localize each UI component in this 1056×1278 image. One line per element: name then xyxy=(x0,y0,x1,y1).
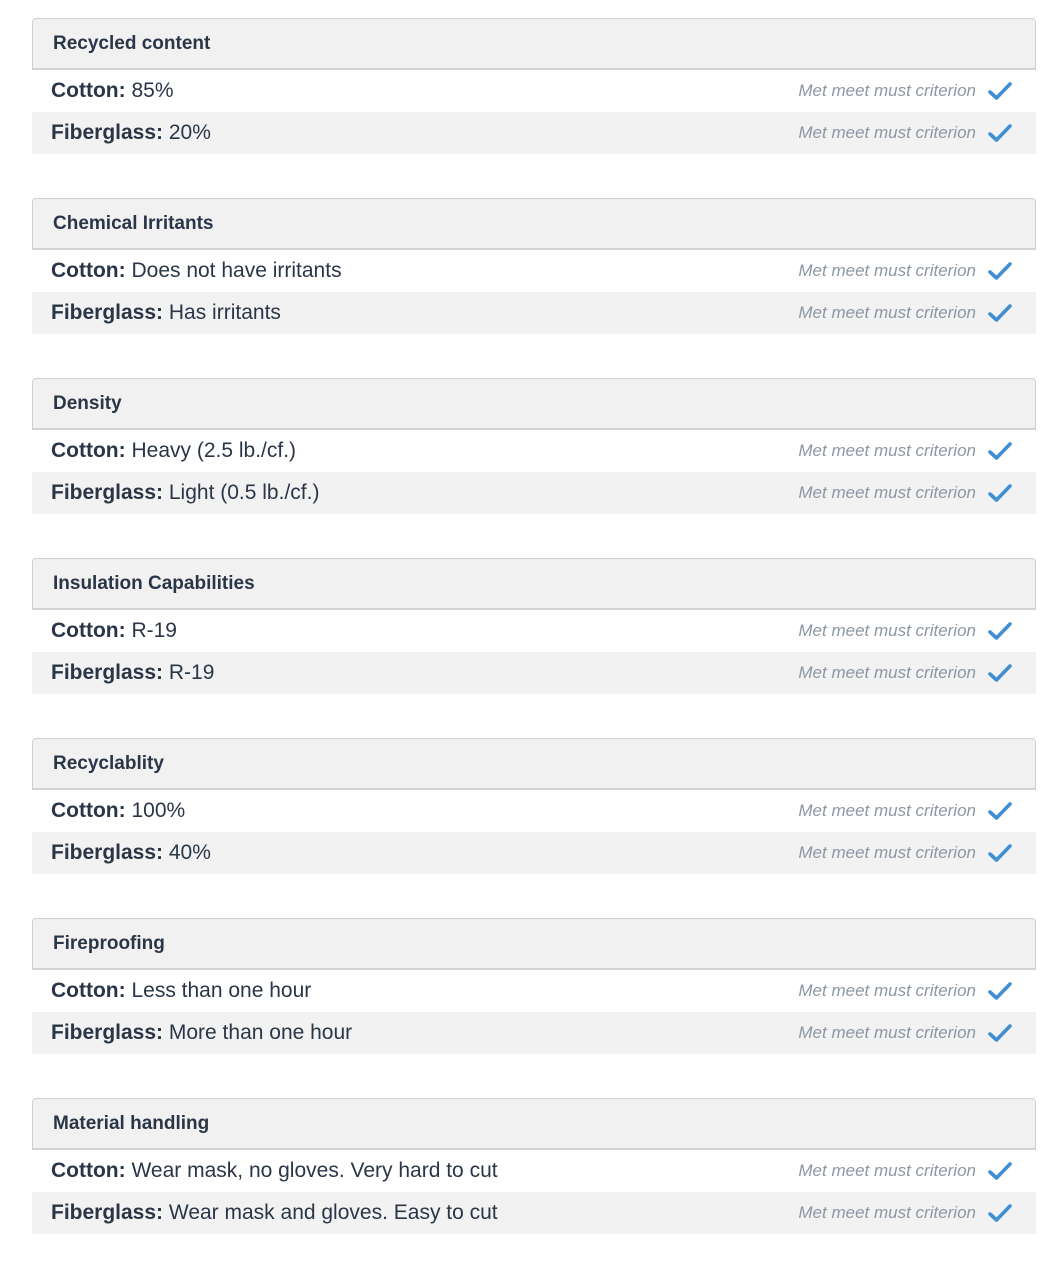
criterion-header xyxy=(32,378,1036,430)
criterion-section-3 xyxy=(32,378,1036,514)
material-name: Fiberglass: xyxy=(51,301,169,324)
material-entry xyxy=(51,259,342,283)
criterion-section-7 xyxy=(32,1098,1036,1234)
criterion-header xyxy=(32,18,1036,70)
material-row xyxy=(32,790,1036,832)
material-entry xyxy=(51,1021,352,1045)
status-text: Met meet must criterion xyxy=(798,123,976,142)
material-value: More than one hour xyxy=(168,1021,353,1044)
criterion-section-5 xyxy=(32,738,1036,874)
status-text: Met meet must criterion xyxy=(798,81,976,100)
status-group xyxy=(798,663,1012,683)
material-entry xyxy=(51,1201,498,1225)
status-text: Met meet must criterion xyxy=(798,843,976,862)
material-name: Cotton: xyxy=(51,439,132,462)
material-entry xyxy=(51,799,185,823)
checkmark-icon xyxy=(988,81,1012,101)
material-value: Heavy (2.5 lb./cf.) xyxy=(131,439,297,462)
status-group xyxy=(798,843,1012,863)
material-entry xyxy=(51,841,211,865)
status-group xyxy=(798,801,1012,821)
criterion-title: Insulation Capabilities xyxy=(53,572,255,594)
material-value: 100% xyxy=(131,799,186,822)
criterion-title: Density xyxy=(53,392,122,414)
criterion-section-1 xyxy=(32,18,1036,154)
criterion-rows xyxy=(32,970,1036,1054)
status-text: Met meet must criterion xyxy=(798,261,976,280)
checkmark-icon xyxy=(988,441,1012,461)
material-row xyxy=(32,1150,1036,1192)
status-group xyxy=(798,441,1012,461)
checkmark-icon xyxy=(988,1161,1012,1181)
criterion-title: Material handling xyxy=(53,1112,210,1134)
checkmark-icon xyxy=(988,981,1012,1001)
criterion-section-4 xyxy=(32,558,1036,694)
material-name: Fiberglass: xyxy=(51,661,169,684)
criterion-title: Recyclablity xyxy=(53,752,164,774)
criterion-rows xyxy=(32,610,1036,694)
status-group xyxy=(798,981,1012,1001)
material-row xyxy=(32,832,1036,874)
material-entry xyxy=(51,79,174,103)
material-name: Cotton: xyxy=(51,1159,132,1182)
material-entry xyxy=(51,979,311,1003)
material-entry xyxy=(51,481,319,505)
material-row xyxy=(32,610,1036,652)
material-value: 85% xyxy=(131,79,174,102)
criterion-header xyxy=(32,558,1036,610)
status-text: Met meet must criterion xyxy=(798,483,976,502)
criterion-rows xyxy=(32,1150,1036,1234)
material-row xyxy=(32,112,1036,154)
criterion-rows xyxy=(32,70,1036,154)
criterion-section-6 xyxy=(32,918,1036,1054)
material-entry xyxy=(51,301,281,325)
status-text: Met meet must criterion xyxy=(798,621,976,640)
material-value: Wear mask, no gloves. Very hard to cut xyxy=(131,1159,498,1182)
criterion-header xyxy=(32,738,1036,790)
status-group xyxy=(798,1161,1012,1181)
material-value: 20% xyxy=(168,121,211,144)
material-row xyxy=(32,970,1036,1012)
material-entry xyxy=(51,661,214,685)
criterion-title: Chemical Irritants xyxy=(53,212,214,234)
status-group xyxy=(798,261,1012,281)
checkmark-icon xyxy=(988,801,1012,821)
material-value: 40% xyxy=(168,841,211,864)
status-text: Met meet must criterion xyxy=(798,1161,976,1180)
checkmark-icon xyxy=(988,1203,1012,1223)
material-name: Cotton: xyxy=(51,799,132,822)
status-text: Met meet must criterion xyxy=(798,441,976,460)
criterion-title: Fireproofing xyxy=(53,932,165,954)
material-row xyxy=(32,472,1036,514)
material-entry xyxy=(51,121,211,145)
material-name: Cotton: xyxy=(51,619,132,642)
criteria-list xyxy=(32,18,1036,1278)
material-value: Does not have irritants xyxy=(131,259,342,282)
material-name: Fiberglass: xyxy=(51,841,169,864)
checkmark-icon xyxy=(988,483,1012,503)
material-value: Has irritants xyxy=(168,301,281,324)
material-entry xyxy=(51,439,296,463)
criterion-section-2 xyxy=(32,198,1036,334)
checkmark-icon xyxy=(988,123,1012,143)
material-value: Less than one hour xyxy=(131,979,312,1002)
material-entry xyxy=(51,619,177,643)
checkmark-icon xyxy=(988,303,1012,323)
checkmark-icon xyxy=(988,1023,1012,1043)
checkmark-icon xyxy=(988,621,1012,641)
status-group xyxy=(798,1203,1012,1223)
material-value: R-19 xyxy=(131,619,177,642)
material-name: Fiberglass: xyxy=(51,121,169,144)
status-text: Met meet must criterion xyxy=(798,801,976,820)
criterion-rows xyxy=(32,250,1036,334)
criterion-title: Recycled content xyxy=(53,32,211,54)
checkmark-icon xyxy=(988,663,1012,683)
status-text: Met meet must criterion xyxy=(798,1023,976,1042)
status-group xyxy=(798,621,1012,641)
material-row xyxy=(32,1192,1036,1234)
status-text: Met meet must criterion xyxy=(798,981,976,1000)
material-value: Wear mask and gloves. Easy to cut xyxy=(168,1201,498,1224)
status-text: Met meet must criterion xyxy=(798,303,976,322)
status-group xyxy=(798,123,1012,143)
status-group xyxy=(798,1023,1012,1043)
material-row xyxy=(32,70,1036,112)
criterion-header xyxy=(32,1098,1036,1150)
material-row xyxy=(32,292,1036,334)
status-text: Met meet must criterion xyxy=(798,663,976,682)
material-row xyxy=(32,250,1036,292)
material-row xyxy=(32,430,1036,472)
material-entry xyxy=(51,1159,498,1183)
checkmark-icon xyxy=(988,843,1012,863)
material-name: Cotton: xyxy=(51,79,132,102)
criterion-header xyxy=(32,198,1036,250)
status-group xyxy=(798,483,1012,503)
checkmark-icon xyxy=(988,261,1012,281)
material-name: Cotton: xyxy=(51,979,132,1002)
status-group xyxy=(798,81,1012,101)
material-value: R-19 xyxy=(168,661,215,684)
status-group xyxy=(798,303,1012,323)
material-value: Light (0.5 lb./cf.) xyxy=(168,481,320,504)
criterion-header xyxy=(32,918,1036,970)
material-row xyxy=(32,1012,1036,1054)
material-row xyxy=(32,652,1036,694)
criterion-rows xyxy=(32,790,1036,874)
material-name: Cotton: xyxy=(51,259,132,282)
material-name: Fiberglass: xyxy=(51,1021,169,1044)
material-name: Fiberglass: xyxy=(51,481,169,504)
status-text: Met meet must criterion xyxy=(798,1203,976,1222)
material-name: Fiberglass: xyxy=(51,1201,169,1224)
criterion-rows xyxy=(32,430,1036,514)
